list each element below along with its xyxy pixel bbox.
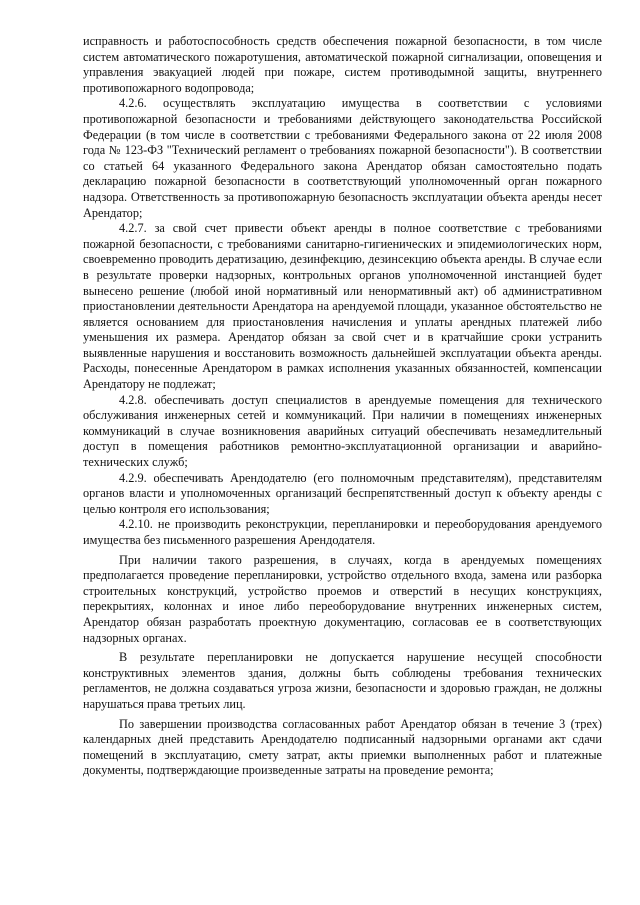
paragraph-replanning-result: В результате перепланировки не допускается нарушение несущей способности конструктивных элементов здания, должны быть соблюдены требования технических регламентов, не должна создаваться угроза жизни, безопасности и здоровью граждан, не должны нарушаться права третьих лиц. (83, 650, 602, 711)
paragraph-4-2-8: 4.2.8. обеспечивать доступ специалистов в арендуемые помещения для технического обслуживания инженерных сетей и коммуникаций. При наличии в помещениях инженерных коммуникаций в случае возникновения аварийных ситуаций обеспечивать незамедлительный доступ в помещения работников ремонтно-эксплуатационной организации и аварийно-технических служб; (83, 392, 602, 470)
paragraph-fire-safety-systems: исправность и работоспособность средств обеспечения пожарной безопасности, в том числе систем автоматического пожаротушения, автоматической пожарной сигнализации, оповещения и управления эвакуацией людей при пожаре, систем противодымной защиты, внутреннего противопожарного водопровода; (83, 34, 602, 95)
paragraph-4-2-10: 4.2.10. не производить реконструкции, перепланировки и переоборудования арендуемого имущества без письменного разрешения Арендодателя. (83, 517, 602, 547)
paragraph-4-2-6: 4.2.6. осуществлять эксплуатацию имущества в соответствии с условиями противопожарной безопасности и требованиями действующего законодательства Российской Федерации (в том числе в соответствии с требованиями Федерального закона от 22 июля 2008 года № 123-ФЗ "Технический регламент о требованиях пожарной безопасности"). В соответствии со статьей 64 указанного Федерального закона Арендатор обязан самостоятельно подать декларацию пожарной безопасности в соответствующий уполномоченный орган пожарного надзора. Ответственность за противопожарную безопасность эксплуатации объекта аренды несет Арендатор; (83, 96, 602, 220)
paragraph-replanning-permission: При наличии такого разрешения, в случаях, когда в арендуемых помещениях предполагается проведение перепланировки, устройство отдельного входа, замена или разборка строительных конструкций, устройство проемов и отверстий в несущих конструкциях, перекрытиях, колоннах и иное либо переоборудование внутренних инженерных систем, Арендатор обязан разработать проектную документацию, согласовав ее в соответствующих надзорных органах. (83, 552, 602, 645)
paragraph-works-completion: По завершении производства согласованных работ Арендатор обязан в течение 3 (трех) календарных дней представить Арендодателю подписанный надзорными органами акт сдачи помещений в эксплуатацию, смету затрат, акты приемки выполненных работ и платежные документы, подтверждающие произведенные затраты на проведение ремонта; (83, 716, 602, 778)
paragraph-4-2-7: 4.2.7. за свой счет привести объект аренды в полное соответствие с требованиями пожарной безопасности, с требованиями санитарно-гигиенических и эпидемиологических норм, своевременно проводить дератизацию, дезинфекцию, дезинсекцию объекта аренды. В случае если в результате проверки надзорных, контрольных органов уполномоченной инстанцией будет вынесено решение (любой иной нормативный или ненормативный акт) об административном приостановлении деятельности Арендатора на арендуемой площади, указанное обстоятельство не является основанием для приостановления начисления и уплаты арендных платежей либо уменьшения их размера. Арендатор обязан за свой счет и в кратчайшие сроки устранить выявленные нарушения и восстановить возможность дальнейшей эксплуатации объекта аренды. Расходы, понесенные Арендатором в рамках исполнения указанных обязанностей, компенсации Арендатору не подлежат; (83, 221, 602, 392)
paragraph-4-2-9: 4.2.9. обеспечивать Арендодателю (его полномочным представителям), представителям органов власти и уполномоченных организаций беспрепятственный доступ к объекту аренды с целью контроля его использования; (83, 470, 602, 516)
